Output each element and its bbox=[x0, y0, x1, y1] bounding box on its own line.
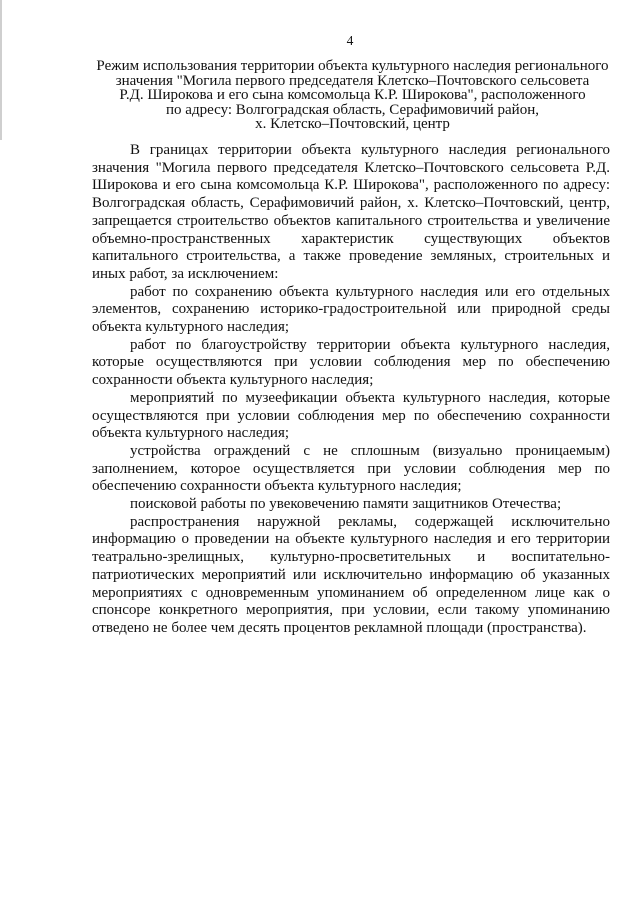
exception-item: распространения наружной рекламы, содержащей исключительно информацию о проведении на объекте культурного наследия и его территории театрально-зрелищных, культурно-просветительных и воспитательно-патриотических мероприятий или исключительно информацию об указанных мероприятиях с одновременным упоминанием об определенном лице как о спонсоре конкретного мероприятия, при условии, если такому упоминанию отведено не более чем десять процентов рекламной площади (пространства). bbox=[92, 513, 610, 636]
heading-line: х. Клетско–Почтовский, центр bbox=[255, 116, 450, 133]
exception-item: устройства ограждений с не сплошным (визуально проницаемым) заполнением, которое осуществляется при условии соблюдения мер по обеспечению сохранности объекта культурного наследия; bbox=[92, 442, 610, 495]
heading-line: значения "Могила первого председателя Клетско–Почтовского сельсовета bbox=[115, 72, 590, 89]
heading-line: Режим использования территории объекта культурного наследия регионального bbox=[96, 58, 609, 74]
heading-line: Р.Д. Широкова и его сына комсомольца К.Р. Широкова", расположенного bbox=[119, 87, 586, 104]
document-heading bbox=[90, 59, 615, 132]
exception-item: мероприятий по музеефикации объекта культурного наследия, которые осуществляются при условии соблюдения мер по обеспечению сохранности объекта культурного наследия; bbox=[92, 389, 610, 442]
intro-paragraph: В границах территории объекта культурного наследия регионального значения "Могила первого председателя Клетско–Почтовского сельсовета Р.Д. Широкова и его сына комсомольца К.Р. Широкова", расположенного по адресу: Волгоградская область, Серафимовичий район, х. Клетско–Почтовский, центр, запрещается строительство объектов капитального строительства и увеличение объемно-пространственных характеристик существующих объектов капитального строительства, а также проведение земляных, строительных и иных работ, за исключением: bbox=[92, 142, 610, 282]
scan-margin-line bbox=[0, 0, 2, 140]
heading-line: по адресу: Волгоградская область, Серафимовичий район, bbox=[166, 101, 539, 118]
document-body bbox=[92, 142, 610, 638]
exception-item: работ по сохранению объекта культурного наследия или его отдельных элементов, сохранению историко-градостроительной или природной среды объекта культурного наследия; bbox=[92, 283, 610, 336]
page-number: 4 bbox=[346, 33, 354, 48]
exception-item: поисковой работы по увековечению памяти защитников Отечества; bbox=[130, 496, 562, 513]
exception-item: работ по благоустройству территории объекта культурного наследия, которые осуществляются при условии соблюдения мер по обеспечению сохранности объекта культурного наследия; bbox=[92, 336, 610, 389]
